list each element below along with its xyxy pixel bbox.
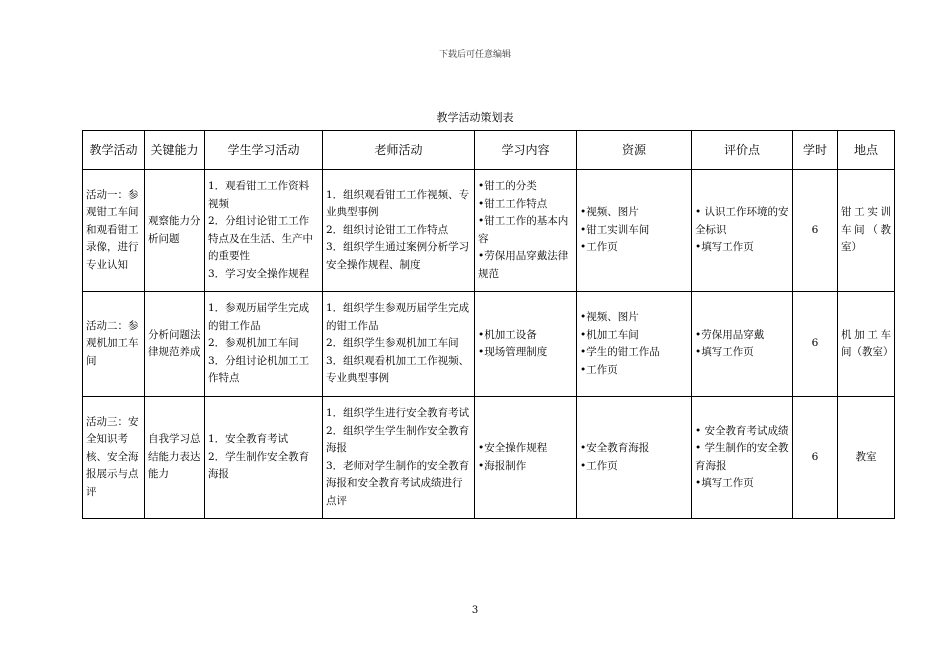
list-item: •机加工车间 (580, 328, 639, 341)
list-item: •工作页 (580, 363, 618, 376)
list-item: 2．组织学生参观机加工车间 (326, 337, 459, 350)
cell-evaluation (692, 170, 793, 292)
cell-activity: 活动三：安全知识考核、安全海报展示与点评 (83, 397, 145, 519)
cell-content (475, 292, 577, 397)
list-item: • 学生制作的安全教育海报 (695, 442, 789, 472)
cell-evaluation (692, 292, 793, 397)
header-note: 下载后可任意编辑 (438, 50, 511, 60)
cell-location: 教室 (838, 397, 895, 519)
col-header-content: 学习内容 (475, 131, 577, 170)
list-item: 2．学生制作安全教育海报 (208, 450, 310, 481)
list-item: •钳工工作特点 (478, 197, 548, 210)
list-item: •工作页 (580, 241, 618, 254)
list-item: 1．组织学生进行安全教育考试 (326, 407, 470, 419)
list-item: •海报制作 (478, 459, 527, 472)
cell-student-activity (205, 397, 323, 519)
cell-evaluation (692, 397, 793, 519)
col-header-ability: 关键能力 (145, 131, 205, 170)
list-item: 1．安全教育考试 (208, 433, 289, 446)
list-item: •视频、图片 (580, 206, 639, 219)
cell-resources (577, 397, 692, 519)
list-item: •机加工设备 (478, 328, 537, 341)
list-item: 3．老师对学生制作的安全教育海报和安全教育考试成绩进行点评 (326, 459, 470, 507)
list-item: •现场管理制度 (478, 346, 548, 358)
list-item: •填写工作页 (695, 346, 754, 358)
list-item: 2．参观机加工车间 (208, 337, 299, 350)
cell-teacher-activity (323, 292, 475, 397)
cell-ability: 分析问题法律规范养成 (145, 292, 205, 397)
list-item: 2．组织讨论钳工工作特点 (326, 223, 449, 236)
cell-resources (577, 170, 692, 292)
cell-activity: 活动一：参观钳工车间和观看钳工录像，进行专业认知 (83, 170, 145, 292)
page-number: 3 (471, 605, 479, 616)
cell-hours: 6 (793, 292, 838, 397)
list-item: 2．分组讨论钳工工作特点及在生活、生产中的重要性 (208, 215, 313, 262)
cell-ability: 观察能力分析问题 (145, 170, 205, 292)
list-item: 1．组织观看钳工工作视频、专业典型事例 (326, 188, 470, 219)
list-item: 3．组织观看机加工工作视频、专业典型事例 (326, 354, 470, 385)
list-item: 1．参观历届学生完成的钳工作品 (208, 302, 310, 332)
list-item: •填写工作页 (695, 241, 754, 254)
document-title: 教学活动策划表 (436, 111, 514, 124)
table-row (83, 397, 895, 519)
col-header-location: 地点 (838, 131, 895, 170)
cell-content (475, 170, 577, 292)
cell-teacher-activity (323, 170, 475, 292)
list-item: •学生的钳工作品 (580, 346, 660, 358)
col-header-teacher-activity: 老师活动 (323, 131, 475, 170)
list-item: • 安全教育考试成绩 (695, 424, 789, 437)
list-item: •钳工工作的基本内容 (478, 215, 569, 245)
cell-location: 钳工实训车间（教室） (838, 170, 895, 292)
cell-hours: 6 (793, 170, 838, 292)
list-item: 3．分组讨论机加工工作特点 (208, 354, 310, 385)
activity-plan-table (82, 130, 895, 519)
list-item: •工作页 (580, 459, 618, 472)
cell-student-activity (205, 170, 323, 292)
table-row (83, 170, 895, 292)
cell-student-activity (205, 292, 323, 397)
list-item: •劳保用品穿戴法律规范 (478, 250, 569, 280)
cell-resources (577, 292, 692, 397)
list-item: •填写工作页 (695, 477, 754, 489)
list-item: • 认识工作环境的安全标识 (695, 206, 789, 236)
cell-content (475, 397, 577, 519)
cell-hours: 6 (793, 397, 838, 519)
list-item: •钳工的分类 (478, 180, 537, 192)
list-item: 3．学习安全操作规程 (208, 267, 310, 280)
list-item: •劳保用品穿戴 (695, 328, 765, 341)
col-header-resources: 资源 (577, 131, 692, 170)
table-row (83, 292, 895, 397)
list-item: 2．组织学生学生制作安全教育海报 (326, 424, 470, 454)
list-item: •钳工实训车间 (580, 223, 650, 236)
list-item: 3．组织学生通过案例分析学习安全操作规程、制度 (326, 241, 470, 271)
list-item: •安全教育海报 (580, 442, 650, 454)
col-header-evaluation: 评价点 (692, 131, 793, 170)
cell-location: 机加工车间（教室） (838, 292, 895, 397)
table-header-row (83, 131, 895, 170)
col-header-activity: 教学活动 (83, 131, 145, 170)
cell-activity: 活动二：参观机加工车间 (83, 292, 145, 397)
cell-ability: 自我学习总结能力表达能力 (145, 397, 205, 519)
cell-teacher-activity (323, 397, 475, 519)
list-item: •安全操作规程 (478, 442, 548, 454)
list-item: •视频、图片 (580, 311, 639, 323)
col-header-hours: 学时 (793, 131, 838, 170)
list-item: 1．组织学生参观历届学生完成的钳工作品 (326, 302, 470, 332)
col-header-student-activity: 学生学习活动 (205, 131, 323, 170)
list-item: 1．观看钳工工作资料视频 (208, 180, 310, 210)
